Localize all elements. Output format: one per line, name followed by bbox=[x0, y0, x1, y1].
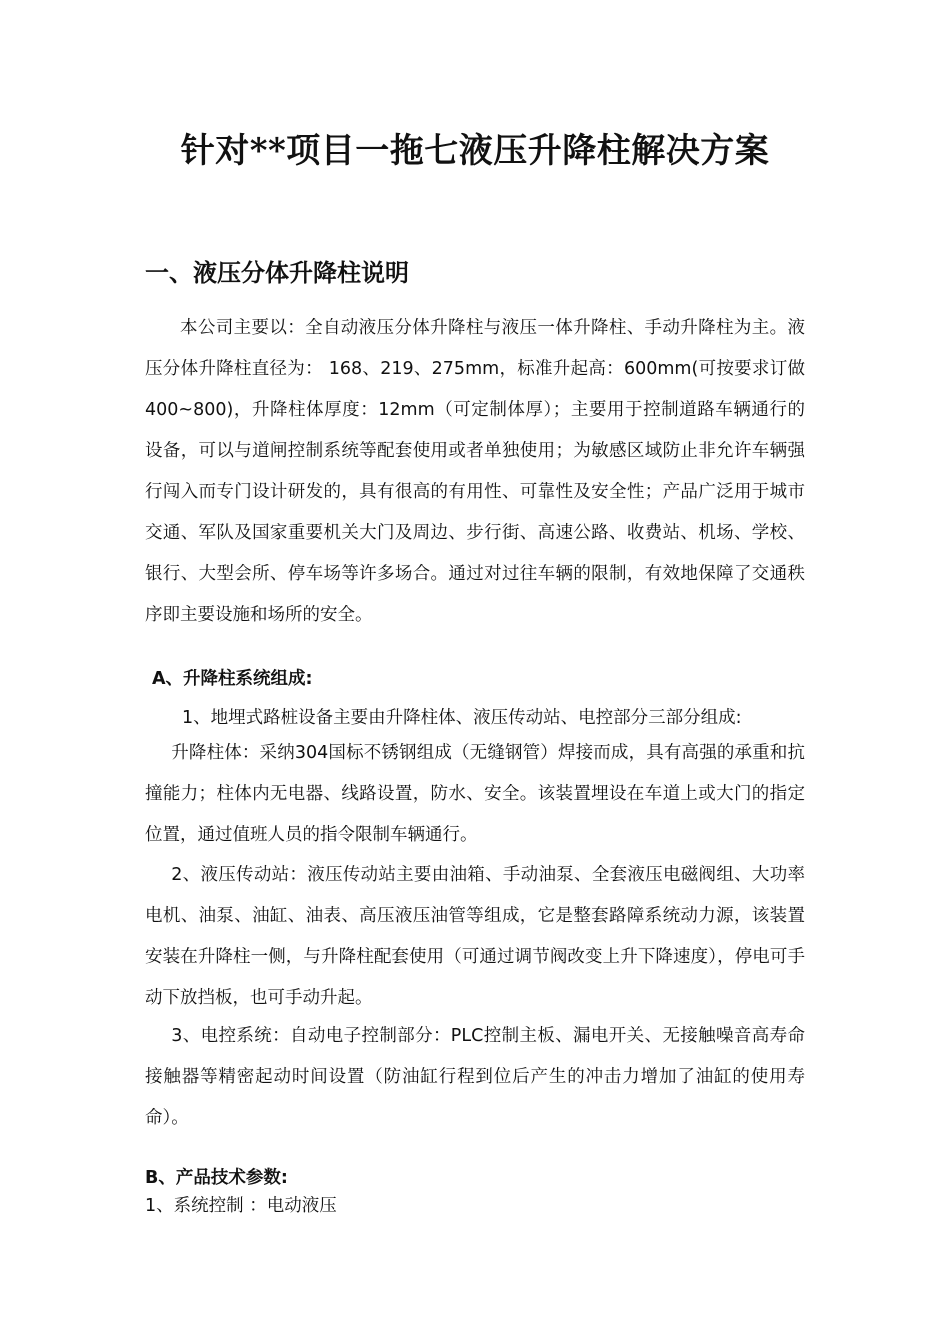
document-title: 针对**项目一拖七液压升降柱解决方案 bbox=[180, 131, 770, 171]
section-heading-hydraulic-bollard: 一、液压分体升降柱说明 bbox=[145, 259, 409, 287]
control-system-paragraph: 3、电控系统：自动电子控制部分：PLC控制主板、漏电开关、无接触噪音高寿命接触器等精密起动时间设置（防油缸行程到位后产生的冲击力增加了油缸的使用寿命）。 bbox=[145, 1026, 805, 1128]
hydraulic-station-paragraph: 2、液压传动站：液压传动站主要由油箱、手动油泵、全套液压电磁阀组、大功率电机、油泵、油缸、油表、高压液压油管等组成，它是整套路障系统动力源，该装置安装在升降柱一侧，与升降柱配套使用（可通过调节阀改变上升下降速度），停电可手动下放挡板，也可手动升起。 bbox=[145, 865, 805, 1008]
spec-item-1: 1、系统控制 ：电动液压 bbox=[145, 1196, 337, 1216]
composition-item-1: 1、地埋式路桩设备主要由升降柱体、液压传动站、电控部分三部分组成: bbox=[182, 708, 742, 728]
intro-paragraph: 本公司主要以：全自动液压分体升降柱与液压一体升降柱、手动升降柱为主。液压分体升降柱直径为： 168、219、275mm，标准升起高：600mm(可按要求订做400~800)，升降柱体厚度：12mm（可定制体厚）；主要用于控制道路车辆通行的设备，可以与道闸控制系统等配套使用或者单独使用；为敏感区域防止非允许车辆强行闯入而专门设计研发的，具有很高的有用性、可靠性及安全性；产品广泛用于城市交通、军队及国家重要机关大门及周边、步行街、高速公路、收费站、机场、学校、银行、大型会所、停车场等许多场合。通过对过往车辆的限制，有效地保障了交通秩序即主要设施和场所的安全。 bbox=[145, 318, 805, 625]
section-b-heading: B、产品技术参数: bbox=[145, 1168, 288, 1188]
bollard-body-paragraph: 升降柱体：采纳304国标不锈钢组成（无缝钢管）焊接而成，具有高强的承重和抗撞能力；柱体内无电器、线路设置，防水、安全。该装置埋设在车道上或大门的指定位置，通过值班人员的指令限制车辆通行。 bbox=[145, 743, 805, 845]
section-a-heading: A、升降柱系统组成: bbox=[152, 669, 313, 689]
